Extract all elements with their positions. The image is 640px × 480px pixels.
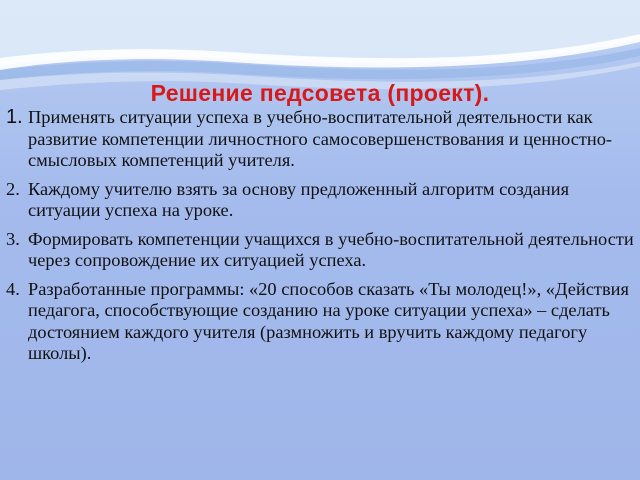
list-item xyxy=(6,179,634,222)
item-number: 4. xyxy=(6,278,20,299)
item-text: Формировать компетенции учащихся в учебно-воспитательной деятельности через сопровождение их ситуацией успеха. xyxy=(28,228,634,270)
item-text: Разработанные программы: «20 способов сказать «Ты молодец!», «Действия педагога, способствующие созданию на уроке ситуации успеха» – сделать достоянием каждого учителя (размножить и вручить каждому педагогу школы). xyxy=(28,278,629,363)
item-text: Применять ситуации успеха в учебно-воспитательной деятельности как развитие компетенции личностного самосовершенствования и ценностно-смысловых компетенций учителя. xyxy=(28,107,613,170)
decision-list xyxy=(6,107,634,372)
item-number: 3. xyxy=(6,228,20,249)
item-text: Каждому учителю взять за основу предложенный алгоритм создания ситуации успеха на уроке. xyxy=(28,178,570,220)
item-number: 2. xyxy=(6,178,20,199)
list-item xyxy=(6,107,634,172)
list-item xyxy=(6,279,634,365)
slide-title: Решение педсовета (проект). xyxy=(150,80,490,106)
list-item xyxy=(6,229,634,272)
item-number: 1. xyxy=(6,106,23,128)
